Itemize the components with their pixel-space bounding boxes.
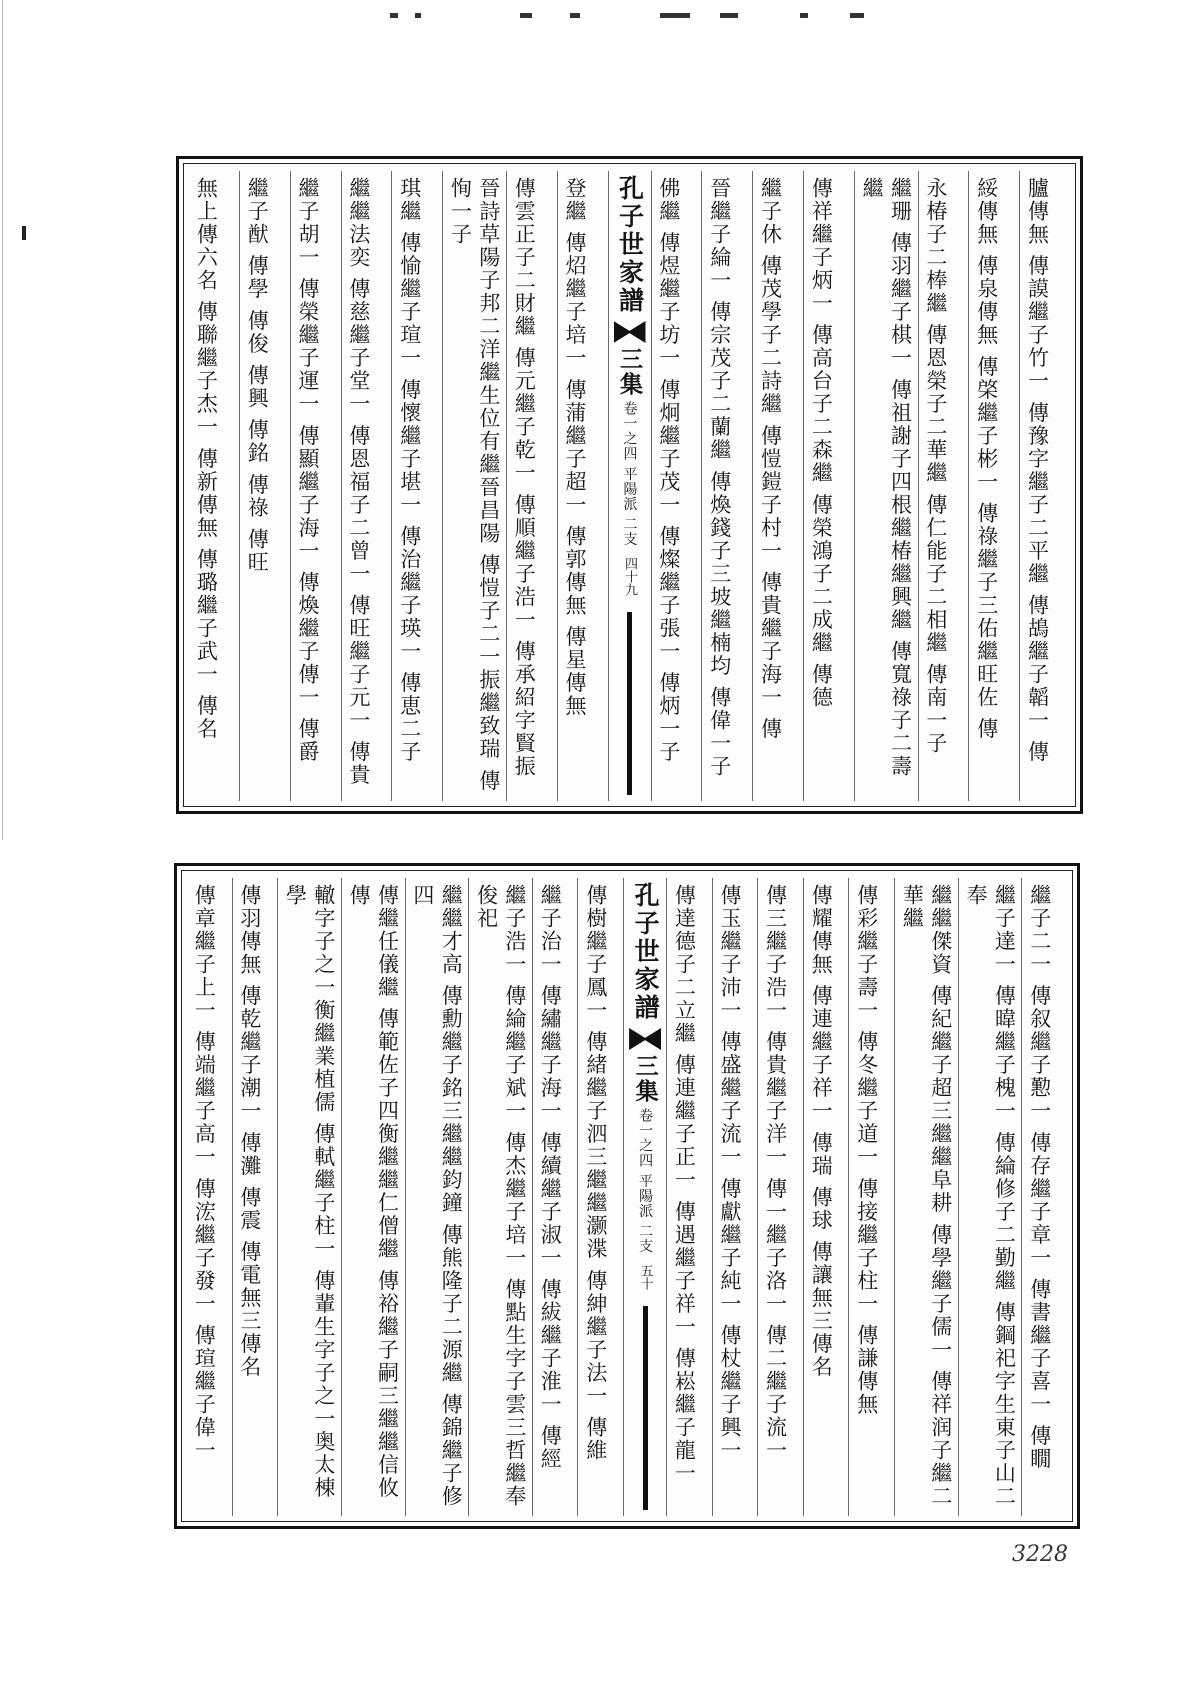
column-text: 傳雲正子二財繼 傳元繼子乾一 傳順繼子浩一 傳承紹字賢振 <box>512 177 537 779</box>
scan-noise <box>240 10 940 22</box>
text-column <box>277 878 341 1516</box>
column-text: 繼子休 傳茂學子二詩繼 傳愷鎧子村一 傳貴繼子海一 傳 <box>758 177 783 741</box>
column-text: 傳達德子二立繼 傳連繼子正一 傳遇繼子祥一 傳崧繼子龍一 <box>672 884 697 1486</box>
column-text: 傳三繼子浩一 傳貴繼子洋一 傳一繼子洛一 傳二繼子流一 <box>763 884 788 1463</box>
column-text: 轍字子之一衡繼業植儒 傳軾繼子柱一 傳輩生字子之一奥太棟學 <box>283 884 336 1500</box>
text-column <box>1019 171 1070 801</box>
text-column <box>557 171 608 801</box>
text-column <box>442 171 506 801</box>
column-text: 晉詩草陽子邦二洋繼生位有繼晉昌陽 傳愷子二一振繼致瑞 傳恂一子 <box>448 177 501 793</box>
book-title: 孔子世家譜 <box>631 882 661 1022</box>
column-text: 琪繼 傳愉繼子瑄一 傳懷繼子堪一 傳治繼子瑛一 傳恵二子 <box>397 177 422 764</box>
column-text: 傳樹繼子鳳一 傳緒繼子泗三繼繼灏渫 傳紳繼子法一 傳維 <box>583 884 608 1463</box>
text-column <box>1021 878 1067 1516</box>
leaf-number: 四十九 <box>622 556 638 596</box>
column-text: 繼子達一 傳暐繼子槐一 傳綸修子二勤繼 傳鋼祀字生東子山二奉 <box>964 884 1017 1509</box>
text-column <box>712 878 758 1516</box>
text-column <box>187 878 232 1516</box>
column-text: 傳彩繼子壽一 傳冬繼子道一 傳接繼子柱一 傳謙傳無 <box>854 884 879 1417</box>
text-column <box>757 878 803 1516</box>
text-column <box>918 171 969 801</box>
volume-label: 三集 <box>616 347 644 397</box>
column-text: 傳玉繼子沛一 傳盛繼子流一 傳獻繼子純一 傳杖繼子興一 <box>718 884 742 1463</box>
text-column <box>803 171 854 801</box>
column-text: 繼子治一 傳繡繼子海一 傳續繼子淑一 傳紱繼子淮一 傳經 <box>538 884 563 1471</box>
text-column <box>189 171 239 801</box>
text-column <box>341 171 392 801</box>
column-text: 傳耀傳無 傳連繼子祥一 傳瑞 傳球 傳讓無三傳名 <box>809 884 834 1379</box>
spine-bar <box>627 612 632 795</box>
column-text: 繼子猷 傳學 傳俊 傳興 傳銘 傳祿 傳旺 <box>245 177 270 575</box>
text-column <box>232 878 278 1516</box>
column-text: 傳章繼子上一 傳端繼子高一 傳浤繼子發一 傳瑄繼子偉一 <box>192 884 217 1463</box>
text-column <box>701 171 752 801</box>
text-column <box>752 171 803 801</box>
fishtail-mark-icon <box>629 1028 661 1050</box>
column-text: 繼繼傑資 傳紀繼子超三繼繼阜耕 傳學繼子儒一 傳祥润子繼二華繼 <box>900 884 953 1509</box>
text-column <box>506 171 557 801</box>
text-column <box>532 878 578 1516</box>
column-text: 繼繼才高 傳勳繼子銘三繼繼鈞鐘 傳熊隆子二源繼 傳錦繼子修四 <box>410 884 464 1509</box>
leaf-number: 五十 <box>637 1263 653 1290</box>
column-text: 傳羽傳無 傳乾繼子潮一 傳灘 傳震 傳電無三傳名 <box>237 884 262 1379</box>
column-text: 臚傳無 傳謨繼子竹一 傳豫字繼子二平繼 傳鴣繼子韜一 傳 <box>1025 177 1050 764</box>
text-column <box>968 171 1019 801</box>
fishtail-mark-icon <box>614 321 646 343</box>
text-column <box>848 878 894 1516</box>
column-text: 繼珊 傳羽繼子棋一 傳祖謝子四根繼椿繼興繼 傳寬祿子二壽繼 <box>860 177 913 779</box>
text-column <box>894 878 958 1516</box>
column-text: 傳繼任儀繼 傳範佐子四衡繼繼仁僧繼 傳裕繼子嗣三繼繼信攸 傳 <box>347 884 400 1500</box>
text-column <box>391 171 442 801</box>
column-text: 佛繼 傳煜繼子坊一 傳炯繼子茂一 傳燦繼子張一 傳炳一子 <box>656 177 681 764</box>
text-column <box>651 171 702 801</box>
book-title: 孔子世家譜 <box>615 175 645 315</box>
text-column <box>577 878 623 1516</box>
column-text: 無上傳六名 傳聯繼子杰一 傳新傳無 傳璐繼子武一 傳名 <box>194 177 219 741</box>
genealogy-page-top <box>176 156 1083 814</box>
column-text: 晉繼子綸一 傳宗茂子二蘭繼 傳煥錢子三坡繼楠均 傳偉一子 <box>707 177 732 779</box>
section-subtitle: 卷一之四 平陽派 二支 <box>621 401 638 547</box>
scan-edge-line <box>2 0 3 840</box>
text-column <box>854 171 918 801</box>
column-text: 繼子浩一 傳綸繼子斌一 傳杰繼子培一 傳點生字子雲三哲繼奉俊祀 <box>474 884 527 1509</box>
column-text: 綏傳無 傳泉傳無 傳棨繼子彬一 傳祿繼子三佑繼旺佐 傳 <box>974 177 999 741</box>
page-spine <box>608 171 651 801</box>
genealogy-page-bottom <box>174 863 1080 1529</box>
column-text: 繼繼法奕 傳慈繼子堂一 傳恩福子二曾一 傳旺繼子元一 傳貴 <box>346 177 371 787</box>
text-column <box>803 878 849 1516</box>
text-column <box>290 171 341 801</box>
text-column <box>239 171 290 801</box>
text-column <box>468 878 532 1516</box>
page-spine <box>623 878 666 1516</box>
column-text: 繼子胡一 傳榮繼子運一 傳顯繼子海一 傳煥繼子傳一 傳爵 <box>296 177 321 764</box>
column-text: 登繼 傳炤繼子培一 傳蒲繼子超一 傳郭傳無 傳星傳無 <box>563 177 588 718</box>
column-text: 傳祥繼子炳一 傳高台子二森繼 傳榮鴻子二成繼 傳德 <box>809 177 834 710</box>
text-column <box>405 878 469 1516</box>
section-subtitle: 卷一之四 平陽派 二支 <box>637 1108 654 1254</box>
text-column <box>666 878 712 1516</box>
spine-bar <box>643 1306 648 1510</box>
text-column <box>958 878 1022 1516</box>
page-number: 3228 <box>1012 1542 1068 1567</box>
margin-mark <box>22 226 26 240</box>
column-text: 永椿子二棒繼 傳恩榮子二華繼 傳仁能子二相繼 傳南一子 <box>923 177 948 756</box>
column-text: 繼子二一 傳叙繼子懃一 傳存繼子章一 傳書繼子喜一 傳瞯 <box>1027 884 1052 1471</box>
text-column <box>341 878 405 1516</box>
volume-label: 三集 <box>631 1054 659 1104</box>
